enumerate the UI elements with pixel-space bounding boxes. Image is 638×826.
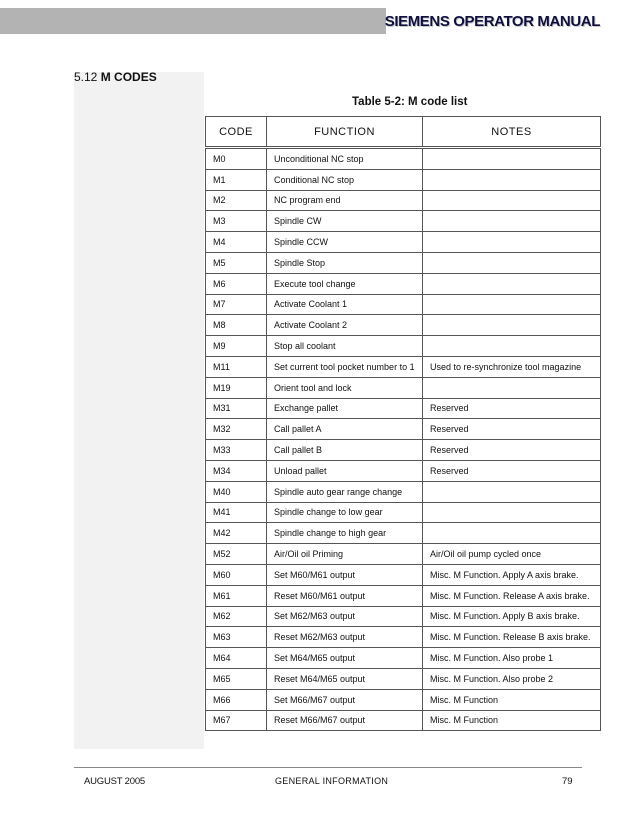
cell-notes	[423, 169, 601, 190]
table-row	[206, 606, 601, 627]
cell-function: Spindle change to high gear	[267, 523, 423, 544]
cell-code: M9	[206, 336, 267, 357]
table-header-row	[206, 117, 601, 148]
table-row	[206, 398, 601, 419]
cell-function: Spindle CW	[267, 211, 423, 232]
table-row	[206, 169, 601, 190]
table-row	[206, 190, 601, 211]
cell-function: Activate Coolant 2	[267, 315, 423, 336]
cell-notes	[423, 148, 601, 170]
table-row	[206, 336, 601, 357]
section-number: 5.12	[74, 70, 98, 84]
cell-function: Spindle CCW	[267, 232, 423, 253]
footer-divider	[74, 767, 582, 768]
cell-code: M3	[206, 211, 267, 232]
mcode-table	[205, 116, 601, 731]
cell-code: M4	[206, 232, 267, 253]
table-row	[206, 356, 601, 377]
table-row	[206, 252, 601, 273]
table-row	[206, 440, 601, 461]
cell-function: Spindle auto gear range change	[267, 481, 423, 502]
cell-notes: Misc. M Function. Apply A axis brake.	[423, 564, 601, 585]
table-row	[206, 627, 601, 648]
table-row	[206, 294, 601, 315]
table-row	[206, 232, 601, 253]
section-title: M CODES	[100, 70, 157, 84]
cell-function: Air/Oil oil Priming	[267, 544, 423, 565]
cell-code: M42	[206, 523, 267, 544]
cell-notes	[423, 190, 601, 211]
cell-function: Set M60/M61 output	[267, 564, 423, 585]
cell-notes: Misc. M Function	[423, 710, 601, 731]
cell-notes	[423, 481, 601, 502]
cell-code: M31	[206, 398, 267, 419]
cell-notes: Reserved	[423, 419, 601, 440]
cell-code: M34	[206, 460, 267, 481]
cell-code: M40	[206, 481, 267, 502]
cell-code: M7	[206, 294, 267, 315]
cell-function: Call pallet A	[267, 419, 423, 440]
cell-code: M52	[206, 544, 267, 565]
table-row	[206, 211, 601, 232]
table-row	[206, 689, 601, 710]
column-header-code: CODE	[206, 117, 267, 148]
cell-code: M19	[206, 377, 267, 398]
table-row	[206, 502, 601, 523]
cell-code: M64	[206, 648, 267, 669]
left-margin-panel	[74, 72, 204, 749]
cell-notes	[423, 211, 601, 232]
cell-code: M6	[206, 273, 267, 294]
footer-section-name: GENERAL INFORMATION	[275, 776, 389, 786]
table-row	[206, 377, 601, 398]
cell-code: M67	[206, 710, 267, 731]
table-row	[206, 481, 601, 502]
section-heading	[74, 70, 157, 84]
cell-notes	[423, 232, 601, 253]
table-row	[206, 648, 601, 669]
cell-function: Conditional NC stop	[267, 169, 423, 190]
table-row	[206, 710, 601, 731]
cell-notes: Reserved	[423, 398, 601, 419]
cell-function: Set M64/M65 output	[267, 648, 423, 669]
cell-code: M11	[206, 356, 267, 377]
cell-notes	[423, 377, 601, 398]
cell-code: M61	[206, 585, 267, 606]
cell-notes: Reserved	[423, 460, 601, 481]
cell-function: Call pallet B	[267, 440, 423, 461]
cell-notes	[423, 336, 601, 357]
cell-notes: Misc. M Function. Apply B axis brake.	[423, 606, 601, 627]
cell-code: M41	[206, 502, 267, 523]
cell-function: Set current tool pocket number to 1	[267, 356, 423, 377]
cell-notes	[423, 523, 601, 544]
cell-function: Reset M66/M67 output	[267, 710, 423, 731]
cell-code: M33	[206, 440, 267, 461]
cell-function: Set M66/M67 output	[267, 689, 423, 710]
cell-function: Stop all coolant	[267, 336, 423, 357]
cell-function: Reset M62/M63 output	[267, 627, 423, 648]
cell-function: Activate Coolant 1	[267, 294, 423, 315]
cell-code: M0	[206, 148, 267, 170]
cell-function: Reset M64/M65 output	[267, 668, 423, 689]
table-caption: Table 5-2: M code list	[352, 96, 468, 108]
table-row	[206, 523, 601, 544]
page-number: 79	[562, 776, 573, 787]
cell-notes	[423, 502, 601, 523]
table-row	[206, 564, 601, 585]
cell-notes: Used to re-synchronize tool magazine	[423, 356, 601, 377]
cell-notes: Misc. M Function. Also probe 2	[423, 668, 601, 689]
cell-notes: Reserved	[423, 440, 601, 461]
footer-date: AUGUST 2005	[84, 776, 145, 787]
cell-code: M65	[206, 668, 267, 689]
cell-code: M1	[206, 169, 267, 190]
cell-notes: Misc. M Function. Also probe 1	[423, 648, 601, 669]
table-row	[206, 460, 601, 481]
cell-code: M60	[206, 564, 267, 585]
cell-function: Unload pallet	[267, 460, 423, 481]
cell-notes: Misc. M Function	[423, 689, 601, 710]
table-body	[206, 148, 601, 731]
cell-function: Spindle change to low gear	[267, 502, 423, 523]
header-gray-bar	[0, 8, 386, 34]
cell-function: Exchange pallet	[267, 398, 423, 419]
cell-notes: Air/Oil oil pump cycled once	[423, 544, 601, 565]
cell-notes	[423, 294, 601, 315]
cell-function: Orient tool and lock	[267, 377, 423, 398]
cell-function: NC program end	[267, 190, 423, 211]
cell-code: M66	[206, 689, 267, 710]
cell-code: M2	[206, 190, 267, 211]
cell-function: Execute tool change	[267, 273, 423, 294]
cell-function: Unconditional NC stop	[267, 148, 423, 170]
table-row	[206, 273, 601, 294]
column-header-notes: NOTES	[423, 117, 601, 148]
cell-notes: Misc. M Function. Release A axis brake.	[423, 585, 601, 606]
manual-title: SIEMENS OPERATOR MANUAL	[384, 13, 600, 30]
cell-notes	[423, 273, 601, 294]
cell-code: M8	[206, 315, 267, 336]
table-row	[206, 315, 601, 336]
cell-function: Reset M60/M61 output	[267, 585, 423, 606]
cell-notes: Misc. M Function. Release B axis brake.	[423, 627, 601, 648]
table-row	[206, 419, 601, 440]
cell-code: M62	[206, 606, 267, 627]
cell-code: M32	[206, 419, 267, 440]
cell-function: Spindle Stop	[267, 252, 423, 273]
cell-notes	[423, 315, 601, 336]
column-header-function: FUNCTION	[267, 117, 423, 148]
table-row	[206, 148, 601, 170]
cell-code: M5	[206, 252, 267, 273]
table-row	[206, 544, 601, 565]
table-row	[206, 668, 601, 689]
cell-code: M63	[206, 627, 267, 648]
cell-function: Set M62/M63 output	[267, 606, 423, 627]
cell-notes	[423, 252, 601, 273]
table-row	[206, 585, 601, 606]
